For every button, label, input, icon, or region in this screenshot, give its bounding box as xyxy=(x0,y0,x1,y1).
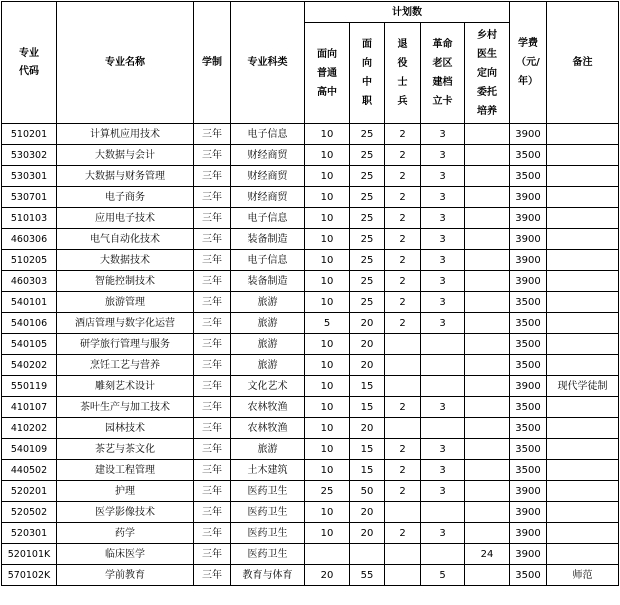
cell-remark xyxy=(547,271,619,292)
cell-remark xyxy=(547,397,619,418)
cell-plan-old-revolutionary xyxy=(421,355,465,376)
cell-plan-old-revolutionary xyxy=(421,376,465,397)
table-row xyxy=(2,355,619,376)
table-row xyxy=(2,460,619,481)
cell-category: 财经商贸 xyxy=(231,166,305,187)
cell-fee: 3900 xyxy=(510,502,547,523)
cell-plan-veterans: 2 xyxy=(385,292,421,313)
cell-plan-veterans xyxy=(385,544,421,565)
cell-code: 570102K xyxy=(2,565,57,586)
cell-name: 电气自动化技术 xyxy=(57,229,194,250)
table-row xyxy=(2,439,619,460)
cell-name: 大数据与财务管理 xyxy=(57,166,194,187)
cell-plan-old-revolutionary: 3 xyxy=(421,250,465,271)
cell-plan-general-high xyxy=(305,544,350,565)
cell-name: 应用电子技术 xyxy=(57,208,194,229)
cell-fee: 3900 xyxy=(510,376,547,397)
cell-plan-old-revolutionary: 3 xyxy=(421,397,465,418)
cell-plan-general-high: 10 xyxy=(305,460,350,481)
cell-plan-old-revolutionary: 3 xyxy=(421,124,465,145)
cell-duration: 三年 xyxy=(194,313,231,334)
cell-plan-veterans xyxy=(385,334,421,355)
cell-fee: 3900 xyxy=(510,481,547,502)
cell-name: 计算机应用技术 xyxy=(57,124,194,145)
header-category: 专业科类 xyxy=(231,2,305,124)
cell-plan-general-high: 10 xyxy=(305,250,350,271)
cell-fee: 3500 xyxy=(510,166,547,187)
cell-plan-general-high: 10 xyxy=(305,124,350,145)
cell-plan-vocational: 25 xyxy=(350,124,385,145)
cell-plan-rural-doctor xyxy=(465,187,510,208)
cell-plan-old-revolutionary: 3 xyxy=(421,523,465,544)
cell-fee: 3500 xyxy=(510,397,547,418)
cell-plan-veterans: 2 xyxy=(385,187,421,208)
cell-remark: 师范 xyxy=(547,565,619,586)
cell-duration: 三年 xyxy=(194,397,231,418)
cell-code: 460303 xyxy=(2,271,57,292)
cell-plan-rural-doctor xyxy=(465,397,510,418)
cell-duration: 三年 xyxy=(194,334,231,355)
cell-plan-veterans: 2 xyxy=(385,523,421,544)
cell-plan-vocational: 20 xyxy=(350,523,385,544)
cell-code: 410107 xyxy=(2,397,57,418)
header-code: 专业代码 xyxy=(2,2,57,124)
cell-plan-rural-doctor xyxy=(465,376,510,397)
cell-plan-veterans: 2 xyxy=(385,208,421,229)
cell-plan-vocational: 25 xyxy=(350,208,385,229)
cell-fee: 3900 xyxy=(510,229,547,250)
cell-plan-rural-doctor xyxy=(465,439,510,460)
cell-plan-general-high: 10 xyxy=(305,502,350,523)
cell-code: 520301 xyxy=(2,523,57,544)
cell-plan-rural-doctor xyxy=(465,355,510,376)
cell-plan-veterans: 2 xyxy=(385,166,421,187)
cell-plan-general-high: 10 xyxy=(305,397,350,418)
cell-duration: 三年 xyxy=(194,271,231,292)
cell-plan-rural-doctor xyxy=(465,313,510,334)
cell-remark xyxy=(547,292,619,313)
cell-code: 540109 xyxy=(2,439,57,460)
cell-remark xyxy=(547,250,619,271)
cell-duration: 三年 xyxy=(194,208,231,229)
cell-plan-general-high: 10 xyxy=(305,376,350,397)
cell-plan-rural-doctor xyxy=(465,460,510,481)
cell-plan-general-high: 25 xyxy=(305,481,350,502)
header-plan-rural-doctor: 乡村医生定向委托培养 xyxy=(465,23,510,124)
header-plan-old-revolutionary: 革命老区建档立卡 xyxy=(421,23,465,124)
cell-category: 医药卫生 xyxy=(231,544,305,565)
table-row xyxy=(2,271,619,292)
cell-duration: 三年 xyxy=(194,292,231,313)
cell-fee: 3900 xyxy=(510,187,547,208)
cell-name: 雕刻艺术设计 xyxy=(57,376,194,397)
table-row xyxy=(2,565,619,586)
cell-category: 装备制造 xyxy=(231,271,305,292)
cell-plan-rural-doctor: 24 xyxy=(465,544,510,565)
cell-code: 440502 xyxy=(2,460,57,481)
cell-plan-vocational: 20 xyxy=(350,334,385,355)
cell-plan-old-revolutionary: 3 xyxy=(421,166,465,187)
cell-plan-general-high: 10 xyxy=(305,145,350,166)
cell-remark xyxy=(547,334,619,355)
cell-category: 医药卫生 xyxy=(231,502,305,523)
cell-plan-general-high: 5 xyxy=(305,313,350,334)
cell-plan-vocational xyxy=(350,544,385,565)
table-row xyxy=(2,376,619,397)
cell-category: 医药卫生 xyxy=(231,523,305,544)
cell-fee: 3500 xyxy=(510,460,547,481)
cell-plan-general-high: 10 xyxy=(305,208,350,229)
cell-category: 电子信息 xyxy=(231,124,305,145)
cell-fee: 3900 xyxy=(510,544,547,565)
cell-name: 旅游管理 xyxy=(57,292,194,313)
cell-plan-old-revolutionary: 3 xyxy=(421,460,465,481)
cell-plan-old-revolutionary: 3 xyxy=(421,481,465,502)
cell-category: 农林牧渔 xyxy=(231,418,305,439)
cell-code: 530701 xyxy=(2,187,57,208)
cell-plan-old-revolutionary: 5 xyxy=(421,565,465,586)
cell-plan-old-revolutionary: 3 xyxy=(421,208,465,229)
cell-plan-veterans: 2 xyxy=(385,439,421,460)
cell-plan-vocational: 25 xyxy=(350,271,385,292)
cell-plan-general-high: 10 xyxy=(305,187,350,208)
cell-category: 农林牧渔 xyxy=(231,397,305,418)
cell-plan-vocational: 20 xyxy=(350,502,385,523)
cell-plan-veterans: 2 xyxy=(385,124,421,145)
cell-plan-general-high: 10 xyxy=(305,523,350,544)
cell-name: 学前教育 xyxy=(57,565,194,586)
cell-category: 财经商贸 xyxy=(231,145,305,166)
cell-plan-vocational: 25 xyxy=(350,145,385,166)
cell-plan-vocational: 15 xyxy=(350,460,385,481)
table-row xyxy=(2,250,619,271)
cell-remark: 现代学徒制 xyxy=(547,376,619,397)
cell-name: 建设工程管理 xyxy=(57,460,194,481)
cell-code: 510103 xyxy=(2,208,57,229)
cell-plan-vocational: 15 xyxy=(350,439,385,460)
cell-remark xyxy=(547,481,619,502)
table-row xyxy=(2,502,619,523)
cell-duration: 三年 xyxy=(194,355,231,376)
cell-plan-rural-doctor xyxy=(465,292,510,313)
table-row xyxy=(2,292,619,313)
cell-plan-veterans xyxy=(385,418,421,439)
cell-category: 旅游 xyxy=(231,313,305,334)
cell-plan-old-revolutionary: 3 xyxy=(421,439,465,460)
table-row xyxy=(2,418,619,439)
cell-fee: 3900 xyxy=(510,271,547,292)
cell-plan-vocational: 25 xyxy=(350,229,385,250)
table-row xyxy=(2,166,619,187)
header-duration: 学制 xyxy=(194,2,231,124)
cell-plan-old-revolutionary: 3 xyxy=(421,271,465,292)
cell-duration: 三年 xyxy=(194,481,231,502)
cell-plan-vocational: 15 xyxy=(350,376,385,397)
cell-fee: 3500 xyxy=(510,355,547,376)
cell-plan-vocational: 25 xyxy=(350,250,385,271)
header-remark: 备注 xyxy=(547,2,619,124)
cell-category: 旅游 xyxy=(231,292,305,313)
cell-plan-vocational: 25 xyxy=(350,292,385,313)
cell-code: 510205 xyxy=(2,250,57,271)
cell-duration: 三年 xyxy=(194,460,231,481)
enrollment-plan-table xyxy=(1,1,619,586)
cell-remark xyxy=(547,166,619,187)
cell-plan-rural-doctor xyxy=(465,208,510,229)
cell-plan-general-high: 10 xyxy=(305,292,350,313)
cell-category: 教育与体育 xyxy=(231,565,305,586)
cell-duration: 三年 xyxy=(194,250,231,271)
cell-fee: 3500 xyxy=(510,565,547,586)
cell-plan-vocational: 20 xyxy=(350,355,385,376)
cell-plan-general-high: 10 xyxy=(305,166,350,187)
cell-plan-veterans: 2 xyxy=(385,229,421,250)
cell-fee: 3900 xyxy=(510,208,547,229)
cell-remark xyxy=(547,187,619,208)
cell-name: 大数据技术 xyxy=(57,250,194,271)
cell-plan-general-high: 10 xyxy=(305,355,350,376)
cell-code: 520201 xyxy=(2,481,57,502)
cell-plan-general-high: 10 xyxy=(305,418,350,439)
cell-plan-veterans: 2 xyxy=(385,313,421,334)
cell-duration: 三年 xyxy=(194,166,231,187)
cell-plan-rural-doctor xyxy=(465,229,510,250)
header-plan-group: 计划数 xyxy=(305,2,510,23)
cell-plan-rural-doctor xyxy=(465,418,510,439)
cell-remark xyxy=(547,523,619,544)
cell-plan-vocational: 20 xyxy=(350,313,385,334)
cell-plan-vocational: 25 xyxy=(350,187,385,208)
cell-remark xyxy=(547,439,619,460)
cell-name: 大数据与会计 xyxy=(57,145,194,166)
cell-plan-rural-doctor xyxy=(465,481,510,502)
cell-duration: 三年 xyxy=(194,565,231,586)
cell-plan-vocational: 20 xyxy=(350,418,385,439)
cell-plan-old-revolutionary xyxy=(421,544,465,565)
cell-fee: 3500 xyxy=(510,313,547,334)
cell-code: 540101 xyxy=(2,292,57,313)
cell-remark xyxy=(547,460,619,481)
cell-code: 410202 xyxy=(2,418,57,439)
cell-plan-vocational: 55 xyxy=(350,565,385,586)
cell-code: 540105 xyxy=(2,334,57,355)
cell-plan-veterans xyxy=(385,376,421,397)
cell-plan-general-high: 10 xyxy=(305,271,350,292)
table-row xyxy=(2,544,619,565)
cell-plan-vocational: 15 xyxy=(350,397,385,418)
header-name: 专业名称 xyxy=(57,2,194,124)
cell-duration: 三年 xyxy=(194,523,231,544)
cell-name: 药学 xyxy=(57,523,194,544)
cell-name: 医学影像技术 xyxy=(57,502,194,523)
cell-remark xyxy=(547,229,619,250)
cell-plan-rural-doctor xyxy=(465,523,510,544)
cell-category: 旅游 xyxy=(231,334,305,355)
cell-plan-veterans: 2 xyxy=(385,481,421,502)
cell-plan-veterans: 2 xyxy=(385,271,421,292)
cell-category: 旅游 xyxy=(231,355,305,376)
table-row xyxy=(2,397,619,418)
cell-plan-veterans xyxy=(385,502,421,523)
cell-plan-old-revolutionary: 3 xyxy=(421,187,465,208)
cell-name: 茶艺与茶文化 xyxy=(57,439,194,460)
cell-fee: 3500 xyxy=(510,418,547,439)
table-row xyxy=(2,481,619,502)
cell-fee: 3900 xyxy=(510,523,547,544)
cell-plan-old-revolutionary xyxy=(421,502,465,523)
cell-code: 540106 xyxy=(2,313,57,334)
table-row xyxy=(2,124,619,145)
cell-remark xyxy=(547,355,619,376)
cell-category: 电子信息 xyxy=(231,208,305,229)
table-row xyxy=(2,523,619,544)
cell-duration: 三年 xyxy=(194,376,231,397)
cell-category: 土木建筑 xyxy=(231,460,305,481)
table-row xyxy=(2,229,619,250)
cell-remark xyxy=(547,208,619,229)
cell-plan-veterans: 2 xyxy=(385,145,421,166)
cell-plan-general-high: 10 xyxy=(305,439,350,460)
cell-remark xyxy=(547,313,619,334)
cell-fee: 3500 xyxy=(510,439,547,460)
cell-name: 电子商务 xyxy=(57,187,194,208)
cell-code: 550119 xyxy=(2,376,57,397)
cell-plan-vocational: 25 xyxy=(350,166,385,187)
cell-code: 540202 xyxy=(2,355,57,376)
cell-plan-veterans xyxy=(385,355,421,376)
header-plan-vocational: 面向中职 xyxy=(350,23,385,124)
cell-plan-rural-doctor xyxy=(465,250,510,271)
table-row xyxy=(2,334,619,355)
cell-duration: 三年 xyxy=(194,418,231,439)
cell-plan-old-revolutionary: 3 xyxy=(421,313,465,334)
cell-duration: 三年 xyxy=(194,145,231,166)
cell-code: 530301 xyxy=(2,166,57,187)
cell-fee: 3500 xyxy=(510,292,547,313)
cell-plan-rural-doctor xyxy=(465,166,510,187)
cell-plan-general-high: 20 xyxy=(305,565,350,586)
cell-fee: 3500 xyxy=(510,145,547,166)
cell-duration: 三年 xyxy=(194,439,231,460)
cell-duration: 三年 xyxy=(194,502,231,523)
cell-name: 烹饪工艺与营养 xyxy=(57,355,194,376)
cell-remark xyxy=(547,544,619,565)
header-plan-veterans: 退役士兵 xyxy=(385,23,421,124)
cell-plan-rural-doctor xyxy=(465,145,510,166)
cell-name: 茶叶生产与加工技术 xyxy=(57,397,194,418)
cell-plan-veterans: 2 xyxy=(385,460,421,481)
table-row xyxy=(2,145,619,166)
cell-name: 智能控制技术 xyxy=(57,271,194,292)
cell-fee: 3900 xyxy=(510,124,547,145)
cell-remark xyxy=(547,418,619,439)
cell-plan-old-revolutionary: 3 xyxy=(421,229,465,250)
cell-name: 园林技术 xyxy=(57,418,194,439)
cell-plan-general-high: 10 xyxy=(305,334,350,355)
cell-duration: 三年 xyxy=(194,187,231,208)
cell-plan-rural-doctor xyxy=(465,124,510,145)
cell-category: 医药卫生 xyxy=(231,481,305,502)
cell-plan-veterans: 2 xyxy=(385,250,421,271)
cell-remark xyxy=(547,124,619,145)
cell-code: 530302 xyxy=(2,145,57,166)
cell-code: 520101K xyxy=(2,544,57,565)
cell-plan-rural-doctor xyxy=(465,334,510,355)
cell-plan-old-revolutionary: 3 xyxy=(421,145,465,166)
cell-plan-old-revolutionary: 3 xyxy=(421,292,465,313)
cell-plan-general-high: 10 xyxy=(305,229,350,250)
cell-code: 520502 xyxy=(2,502,57,523)
cell-remark xyxy=(547,145,619,166)
cell-category: 电子信息 xyxy=(231,250,305,271)
cell-duration: 三年 xyxy=(194,124,231,145)
header-plan-general-high: 面向普通高中 xyxy=(305,23,350,124)
cell-category: 财经商贸 xyxy=(231,187,305,208)
table-row xyxy=(2,208,619,229)
cell-plan-vocational: 50 xyxy=(350,481,385,502)
cell-category: 旅游 xyxy=(231,439,305,460)
cell-plan-rural-doctor xyxy=(465,565,510,586)
table-row xyxy=(2,313,619,334)
cell-name: 研学旅行管理与服务 xyxy=(57,334,194,355)
cell-plan-veterans: 2 xyxy=(385,397,421,418)
cell-plan-veterans xyxy=(385,565,421,586)
cell-category: 装备制造 xyxy=(231,229,305,250)
cell-remark xyxy=(547,502,619,523)
cell-name: 酒店管理与数字化运营 xyxy=(57,313,194,334)
cell-plan-old-revolutionary xyxy=(421,334,465,355)
cell-code: 510201 xyxy=(2,124,57,145)
table-row xyxy=(2,187,619,208)
cell-fee: 3500 xyxy=(510,334,547,355)
cell-code: 460306 xyxy=(2,229,57,250)
cell-plan-old-revolutionary xyxy=(421,418,465,439)
cell-name: 临床医学 xyxy=(57,544,194,565)
cell-duration: 三年 xyxy=(194,229,231,250)
cell-category: 文化艺术 xyxy=(231,376,305,397)
cell-plan-rural-doctor xyxy=(465,502,510,523)
cell-fee: 3900 xyxy=(510,250,547,271)
header-fee: 学费（元/年） xyxy=(510,2,547,124)
cell-plan-rural-doctor xyxy=(465,271,510,292)
cell-duration: 三年 xyxy=(194,544,231,565)
cell-name: 护理 xyxy=(57,481,194,502)
